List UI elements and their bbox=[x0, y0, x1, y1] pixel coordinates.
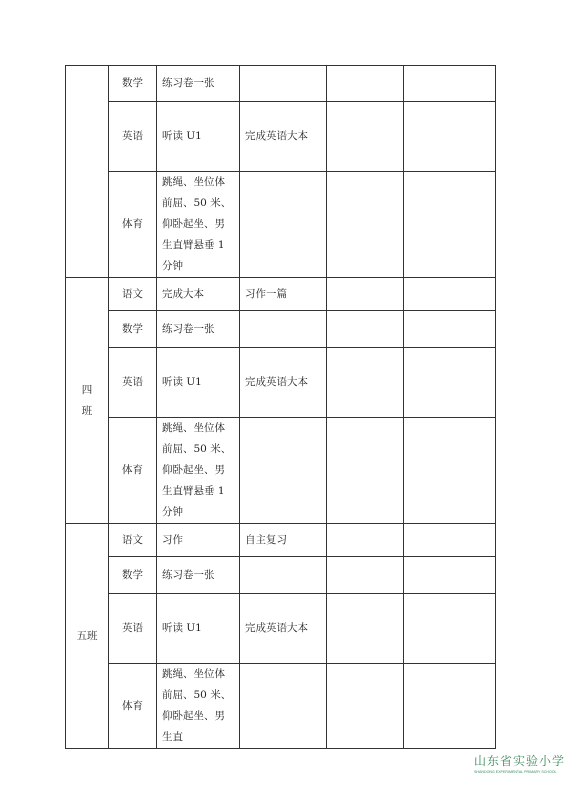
task-cell: 练习卷一张 bbox=[157, 557, 240, 594]
homework-table bbox=[65, 65, 496, 749]
empty-cell bbox=[327, 594, 404, 664]
empty-cell bbox=[404, 311, 496, 348]
empty-cell bbox=[404, 172, 496, 278]
task-cell: 听读 U1 bbox=[157, 102, 240, 172]
school-logo-chinese: 山东省实验小学 bbox=[474, 754, 565, 768]
subject-cell: 英语 bbox=[109, 102, 157, 172]
task-cell: 跳绳、坐位体前屈、50 米、仰卧起坐、男生直臂悬垂 1 分钟 bbox=[157, 418, 240, 524]
task-cell: 完成英语大本 bbox=[240, 102, 327, 172]
empty-cell bbox=[404, 348, 496, 418]
subject-cell: 体育 bbox=[109, 418, 157, 524]
empty-cell bbox=[327, 66, 404, 102]
subject-cell: 英语 bbox=[109, 594, 157, 664]
class-label-line: 四 bbox=[81, 383, 93, 396]
task-cell: 跳绳、坐位体前屈、50 米、仰卧起坐、男生直 bbox=[157, 664, 240, 749]
table-row bbox=[66, 664, 496, 749]
task-cell bbox=[240, 557, 327, 594]
task-cell: 完成英语大本 bbox=[240, 348, 327, 418]
subject-cell: 语文 bbox=[109, 524, 157, 557]
task-cell bbox=[240, 664, 327, 749]
empty-cell bbox=[404, 66, 496, 102]
subject-cell: 体育 bbox=[109, 664, 157, 749]
class-cell bbox=[66, 66, 109, 278]
task-cell: 完成英语大本 bbox=[240, 594, 327, 664]
school-logo bbox=[474, 752, 565, 774]
empty-cell bbox=[404, 102, 496, 172]
empty-cell bbox=[327, 172, 404, 278]
class-label-line: 班 bbox=[81, 404, 93, 417]
table-row bbox=[66, 418, 496, 524]
empty-cell bbox=[327, 348, 404, 418]
table-row bbox=[66, 172, 496, 278]
empty-cell bbox=[327, 664, 404, 749]
table-row bbox=[66, 278, 496, 311]
class-label-line: 五班 bbox=[76, 629, 98, 642]
task-cell bbox=[240, 172, 327, 278]
empty-cell bbox=[327, 102, 404, 172]
empty-cell bbox=[404, 524, 496, 557]
task-cell: 练习卷一张 bbox=[157, 311, 240, 348]
task-cell: 听读 U1 bbox=[157, 594, 240, 664]
class-cell bbox=[66, 278, 109, 524]
empty-cell bbox=[404, 418, 496, 524]
task-cell bbox=[240, 66, 327, 102]
subject-cell: 数学 bbox=[109, 311, 157, 348]
table-row bbox=[66, 594, 496, 664]
subject-cell: 语文 bbox=[109, 278, 157, 311]
table-row bbox=[66, 66, 496, 102]
table-row bbox=[66, 524, 496, 557]
table-row bbox=[66, 311, 496, 348]
subject-cell: 数学 bbox=[109, 557, 157, 594]
table-row bbox=[66, 102, 496, 172]
subject-cell: 体育 bbox=[109, 172, 157, 278]
table-row bbox=[66, 348, 496, 418]
task-cell: 练习卷一张 bbox=[157, 66, 240, 102]
task-cell: 习作 bbox=[157, 524, 240, 557]
empty-cell bbox=[327, 311, 404, 348]
task-cell bbox=[240, 418, 327, 524]
empty-cell bbox=[404, 557, 496, 594]
subject-cell: 英语 bbox=[109, 348, 157, 418]
empty-cell bbox=[404, 278, 496, 311]
empty-cell bbox=[327, 278, 404, 311]
empty-cell bbox=[404, 664, 496, 749]
subject-cell: 数学 bbox=[109, 66, 157, 102]
class-cell bbox=[66, 524, 109, 749]
school-logo-english: SHANDONG EXPERIMENTAL PRIMARY SCHOOL bbox=[474, 770, 557, 774]
empty-cell bbox=[327, 418, 404, 524]
empty-cell bbox=[327, 524, 404, 557]
empty-cell bbox=[404, 594, 496, 664]
task-cell: 听读 U1 bbox=[157, 348, 240, 418]
task-cell: 跳绳、坐位体前屈、50 米、仰卧起坐、男生直臂悬垂 1 分钟 bbox=[157, 172, 240, 278]
task-cell: 自主复习 bbox=[240, 524, 327, 557]
task-cell: 习作一篇 bbox=[240, 278, 327, 311]
task-cell bbox=[240, 311, 327, 348]
task-cell: 完成大本 bbox=[157, 278, 240, 311]
table-row bbox=[66, 557, 496, 594]
empty-cell bbox=[327, 557, 404, 594]
